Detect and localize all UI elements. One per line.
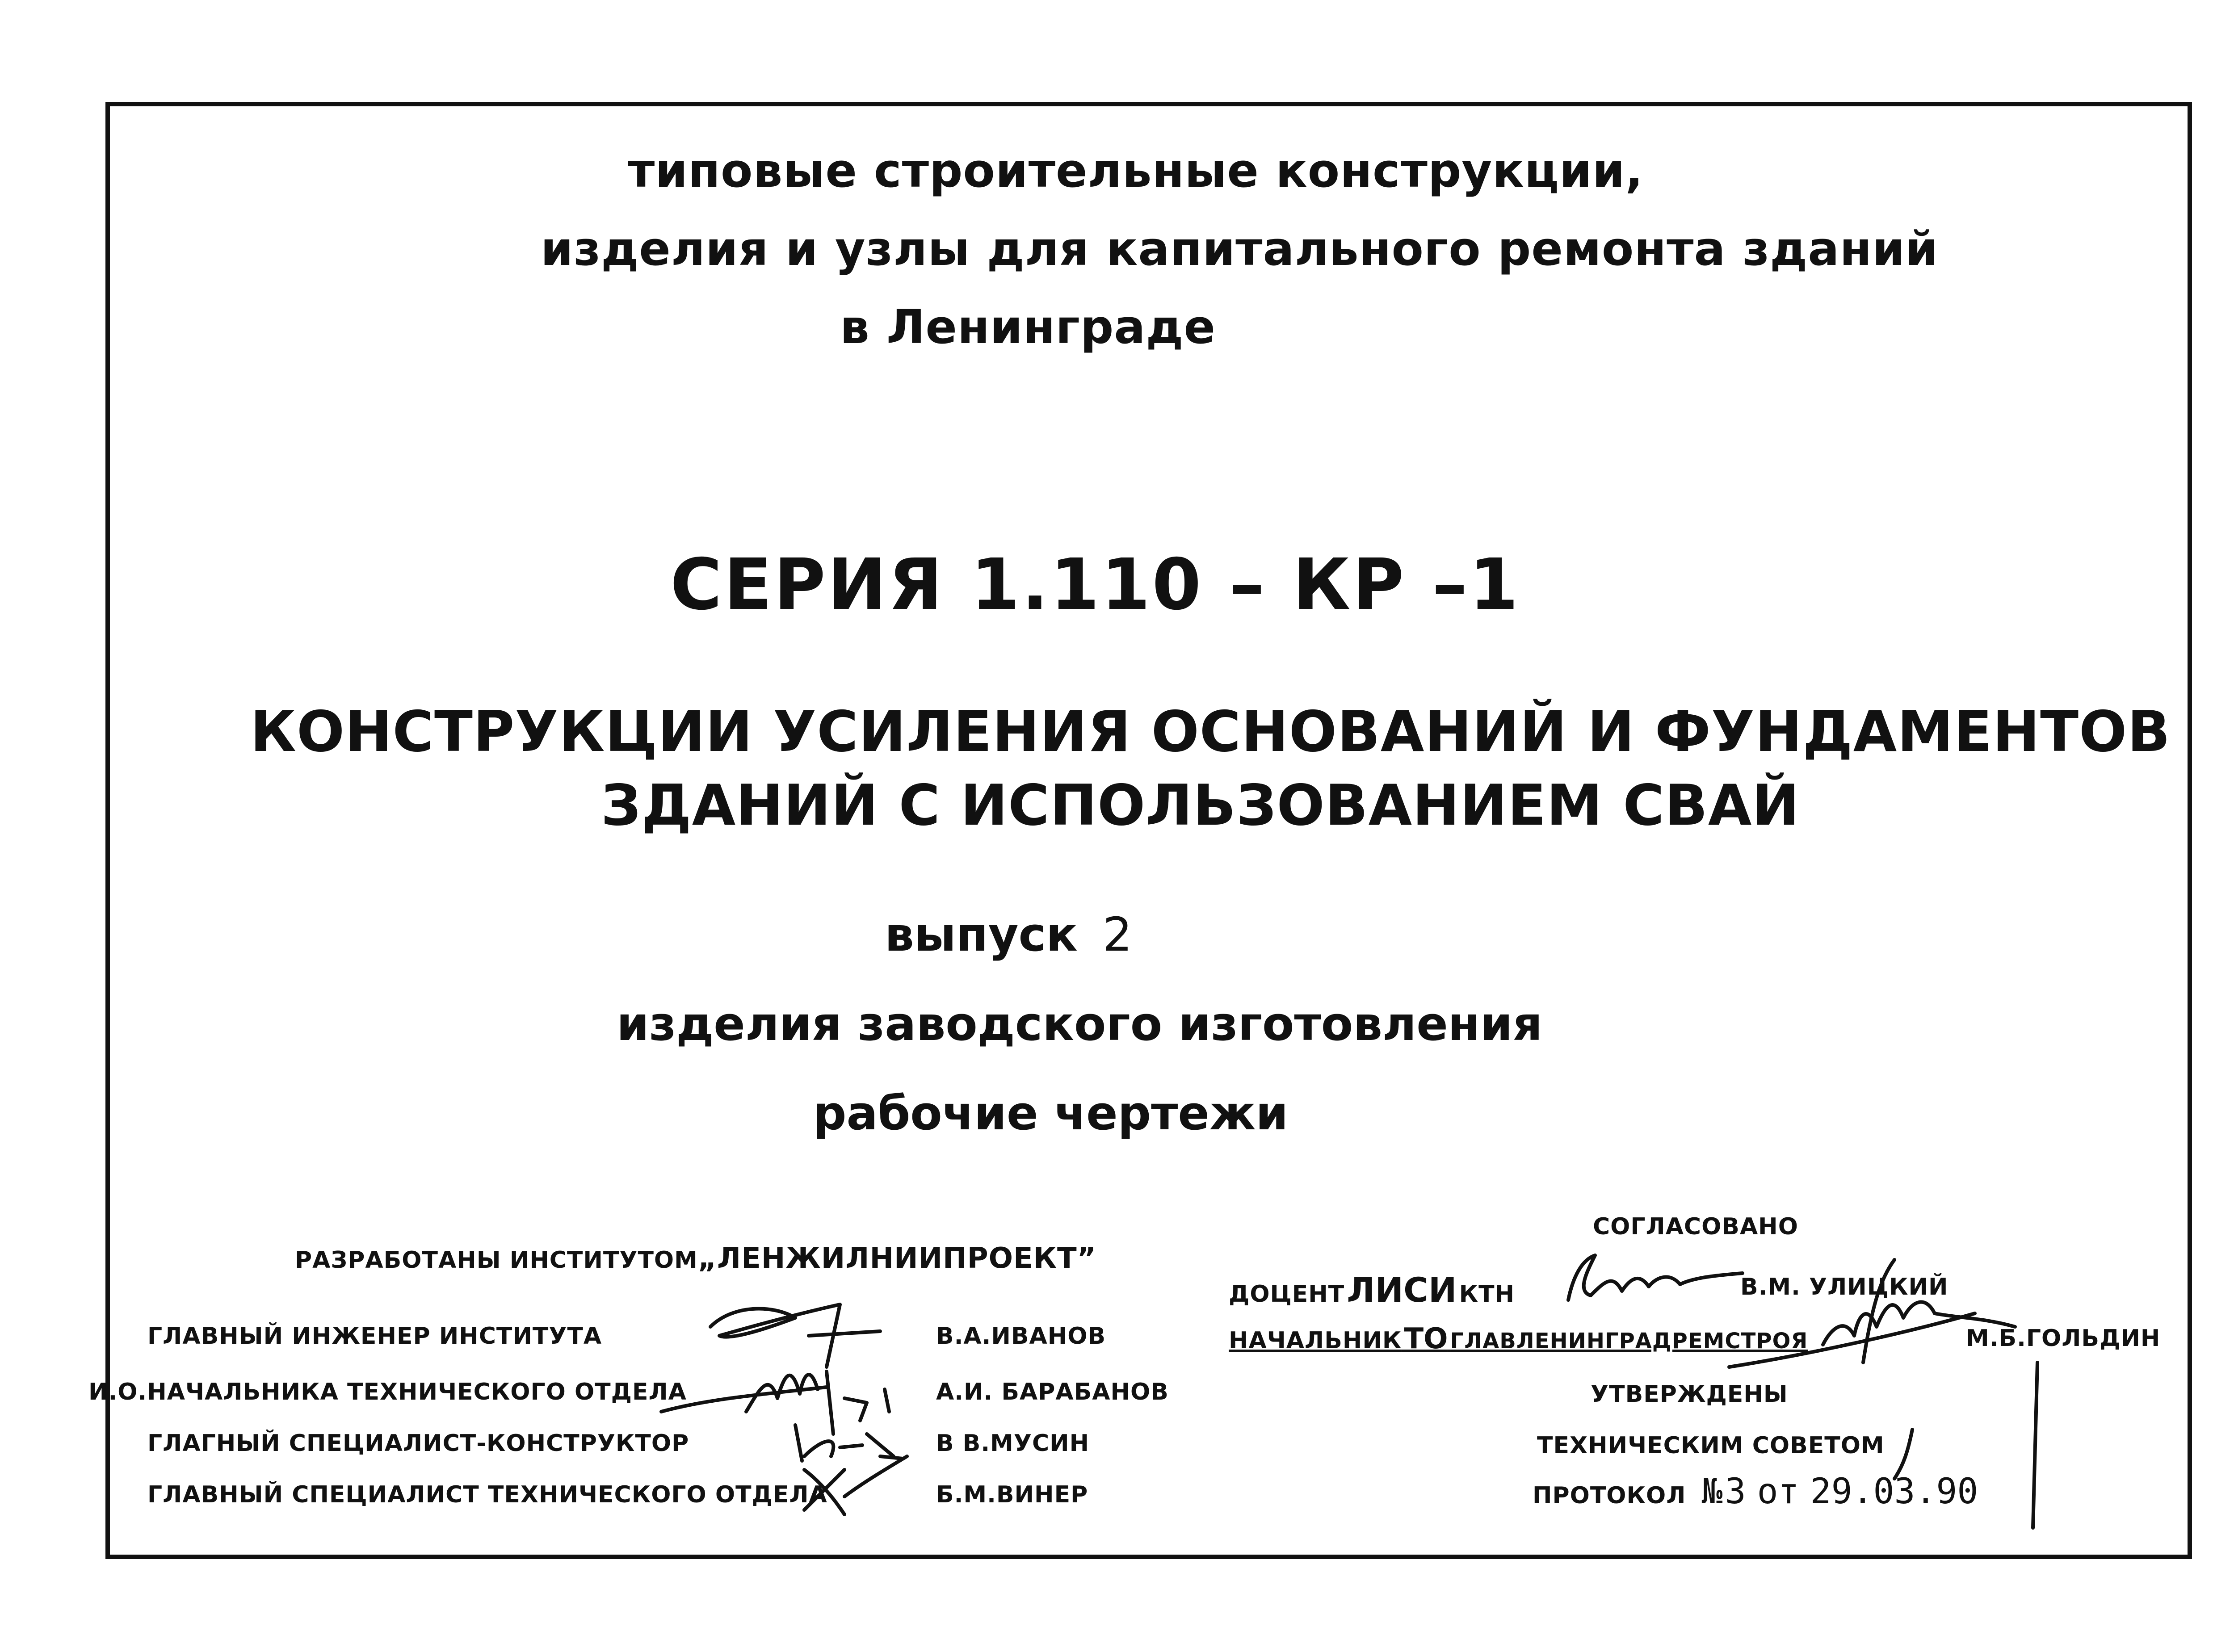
head-org2: ГЛАВЛЕНИНГРАДРЕМСТРОЯ	[1450, 1329, 1808, 1354]
signature-goldin	[1725, 1251, 2046, 1528]
approved-label: УТВЕРЖДЕНЫ	[1591, 1381, 1788, 1408]
agreed-label: СОГЛАСОВАНО	[1593, 1213, 1798, 1240]
signature-ulitsky	[1555, 1242, 1751, 1318]
dev-role-4: ГЛАВНЫЙ СПЕЦИАЛИСТ ТЕХНИЧЕСКОГО ОТДЕЛА	[147, 1481, 827, 1508]
protocol-from: от	[1757, 1472, 1799, 1512]
head-org: ТО	[1404, 1322, 1448, 1355]
protocol-label: ПРОТОКОЛ	[1533, 1482, 1686, 1509]
dev-name-1: В.А.ИВАНОВ	[936, 1323, 1106, 1350]
developed-line	[295, 1244, 1096, 1273]
docent-line	[1229, 1270, 1515, 1310]
docent-label: ДОЦЕНТ	[1229, 1281, 1345, 1308]
head-line	[1229, 1322, 1808, 1355]
docent-name: В.М. УЛИЦКИЙ	[1740, 1274, 1948, 1300]
header-line-2: изделия и узлы для капитального ремонта зданий	[541, 222, 1939, 276]
dev-name-4: Б.М.ВИНЕР	[936, 1481, 1088, 1508]
protocol-number: 3	[1725, 1472, 1746, 1512]
issue-label: выпуск	[885, 907, 1078, 962]
issue-description: изделия заводского изготовления	[617, 997, 1543, 1051]
dev-name-3: В В.МУСИН	[936, 1430, 1090, 1457]
dev-role-2: И.О.НАЧАЛЬНИКА ТЕХНИЧЕСКОГО ОТДЕЛА	[88, 1379, 687, 1405]
head-name: М.Б.ГОЛЬДИН	[1966, 1325, 2161, 1352]
docent-org: ЛИСИ	[1347, 1270, 1457, 1310]
header-line-3: в Ленинграде	[840, 300, 1216, 354]
issue-line	[885, 907, 1133, 962]
issue-number: 2	[1102, 907, 1133, 962]
subject-line-2: ЗДАНИЙ С ИСПОЛЬЗОВАНИЕМ СВАЙ	[601, 772, 1800, 838]
developed-label: РАЗРАБОТАНЫ ИНСТИТУТОМ	[295, 1247, 698, 1274]
council-label: ТЕХНИЧЕСКИМ СОВЕТОМ	[1537, 1432, 1885, 1459]
docent-degree: КТН	[1459, 1281, 1515, 1308]
protocol-date: 29.03.90	[1810, 1472, 1978, 1512]
developed-institute: „ЛЕНЖИЛНИИПРОЕКТ”	[697, 1242, 1096, 1275]
issue-kind: рабочие чертежи	[813, 1086, 1289, 1140]
header-line-1: типовые строительные конструкции,	[628, 143, 1644, 198]
head-prefix: НАЧАЛЬНИК	[1229, 1327, 1402, 1354]
subject-line-1: КОНСТРУКЦИИ УСИЛЕНИЯ ОСНОВАНИЙ И ФУНДАМЕНТОВ	[250, 699, 2171, 764]
signature-winer	[795, 1443, 929, 1519]
dev-role-1: ГЛАВНЫЙ ИНЖЕНЕР ИНСТИТУТА	[147, 1323, 602, 1350]
protocol-no-sign: №	[1701, 1472, 1723, 1512]
dev-role-3: ГЛАГНЫЙ СПЕЦИАЛИСТ-КОНСТРУКТОР	[147, 1430, 689, 1457]
dev-name-2: А.И. БАРАБАНОВ	[936, 1379, 1169, 1405]
series-title: СЕРИЯ 1.110 – КР –1	[670, 544, 1520, 626]
